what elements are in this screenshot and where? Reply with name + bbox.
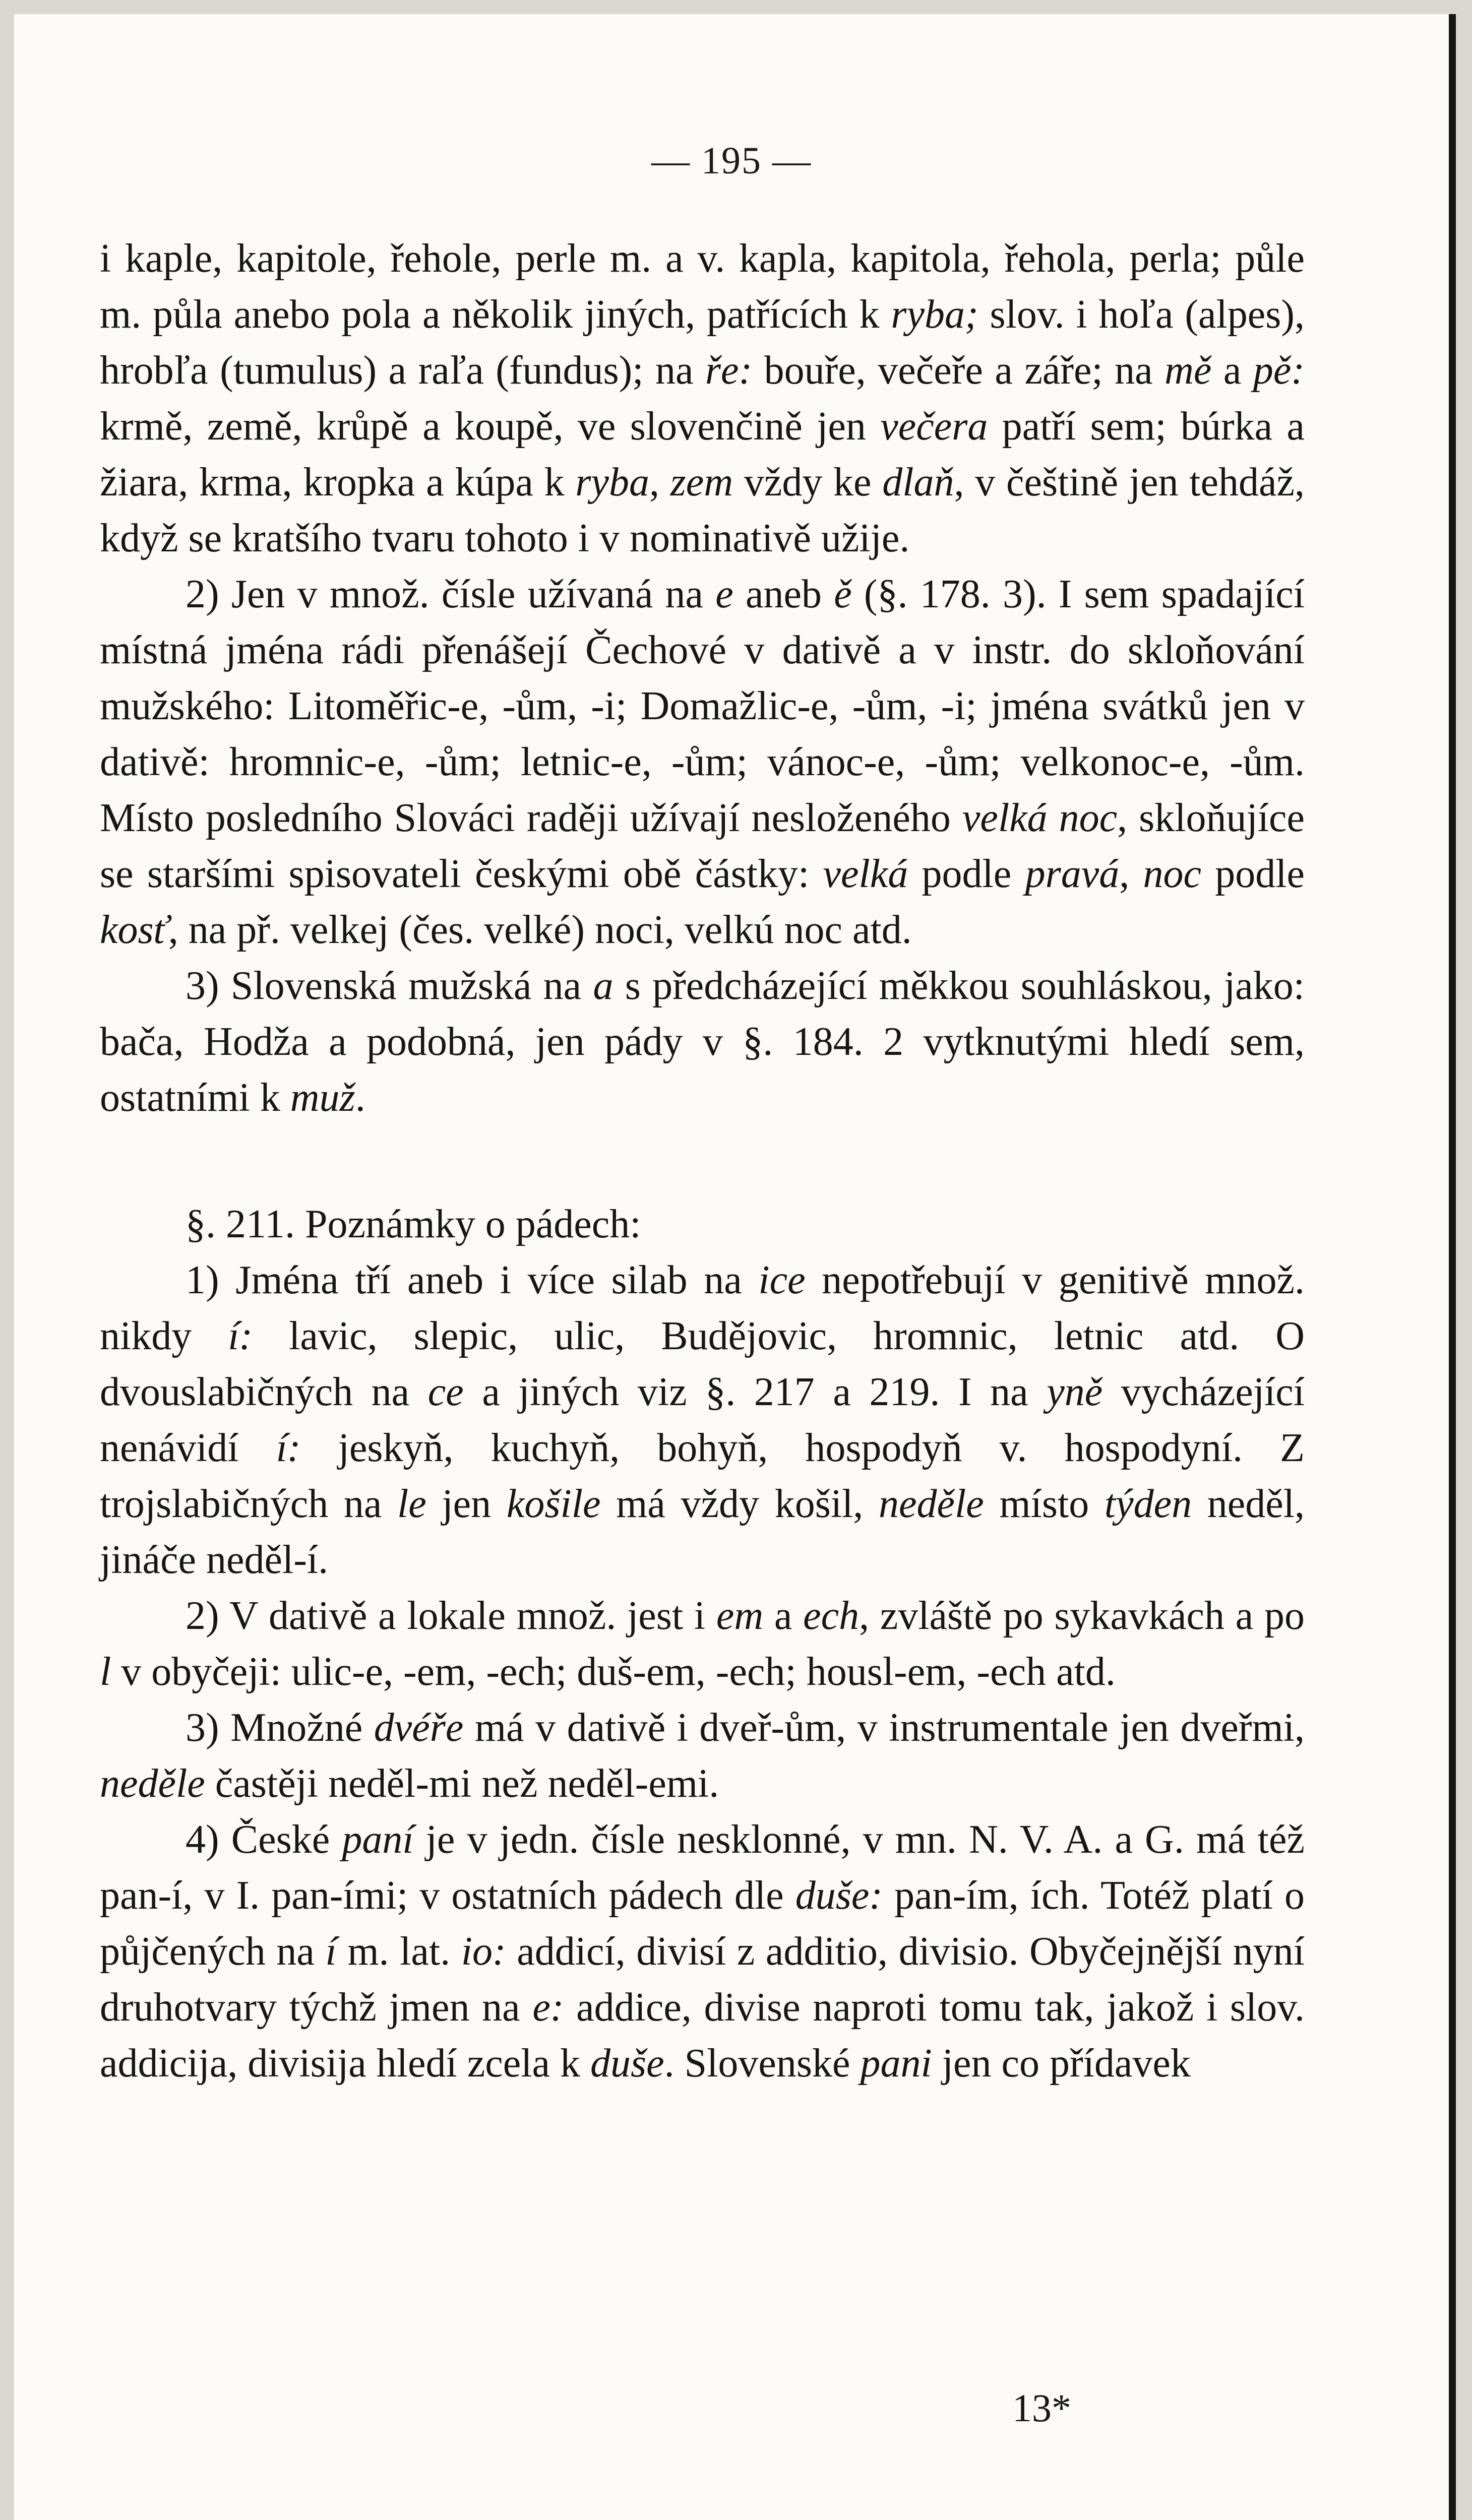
text-run: ,: [649, 460, 670, 505]
text-run: a: [763, 1594, 804, 1638]
italic-text: pě:: [1253, 348, 1305, 393]
text-run: i kaple, kapitole, řehole, perle m. a v. kapla, kapitola, řehola, perla; půle m. půla anebo pola a několik jiných, patřících k: [100, 236, 1305, 337]
text-run: 3) Množné: [186, 1706, 374, 1750]
italic-text: pani: [860, 2041, 932, 2086]
text-run: a: [1211, 348, 1253, 393]
text-run: aneb: [733, 572, 834, 616]
book-page: [14, 14, 1456, 2520]
text-run: 4) České: [186, 1817, 342, 1862]
text-run: jen co přídavek: [932, 2041, 1191, 2086]
italic-text: neděle: [878, 1482, 984, 1526]
text-run: a jiných viz §. 217 a 219. I na: [463, 1370, 1047, 1414]
paragraph: [100, 231, 1305, 566]
italic-text: ře:: [705, 348, 753, 393]
italic-text: dvéře: [374, 1706, 464, 1750]
italic-text: noc: [1143, 852, 1202, 896]
paragraph: [100, 1812, 1305, 2092]
italic-text: kosť: [100, 908, 168, 952]
italic-text: a: [593, 964, 614, 1008]
italic-text: le: [397, 1482, 426, 1526]
page-number: — 195 —: [651, 140, 812, 182]
text-run: 2) V dativě a lokale množ. jest i: [186, 1594, 716, 1638]
paragraph-gap: [100, 1126, 1305, 1196]
paragraph: [100, 1700, 1305, 1812]
text-run: , v češtině jen tehdáž, když se kratšího tvaru tohoto i v nominativě užije.: [100, 460, 1305, 560]
text-run: slov. i hoľa (alpes), hrobľa (tumulus) a raľa (fundus); na: [100, 292, 1305, 393]
text-run: jen: [426, 1482, 507, 1526]
paragraph: [100, 566, 1305, 958]
italic-text: zem: [670, 460, 733, 505]
text-run: s předcházející měkkou souhláskou, jako: bača, Hodža a podobná, jen pády v §. 184. 2 vytknutými hledí sem, ostatními k: [100, 964, 1305, 1120]
italic-text: neděle: [100, 1761, 205, 1806]
italic-text: košile: [506, 1482, 601, 1526]
italic-text: í:: [228, 1314, 253, 1358]
text-run: m. lat.: [336, 1929, 461, 1974]
italic-text: ryba;: [891, 292, 978, 337]
italic-text: l: [100, 1650, 111, 1694]
italic-text: mě: [1164, 348, 1212, 393]
text-run: vždy ke: [733, 460, 883, 505]
text-run: lavic, slepic, ulic, Budějovic, hromnic, letnic atd. O dvouslabičných na: [100, 1314, 1305, 1414]
signature-mark: 13*: [1012, 2386, 1071, 2430]
text-run: má vždy košil,: [600, 1482, 879, 1526]
text-run: .: [355, 1076, 365, 1120]
italic-text: velká: [823, 852, 908, 896]
text-run: , na př. velkej (čes. velké) noci, velkú noc atd.: [168, 908, 912, 952]
italic-text: muž: [290, 1076, 355, 1120]
text-run: krmě, země, krůpě a koupě, ve slovenčině jen: [100, 404, 881, 449]
italic-text: yně: [1047, 1370, 1103, 1414]
text-run: bouře, večeře a záře; na: [752, 348, 1165, 393]
italic-text: velká noc: [962, 796, 1118, 840]
italic-text: ech: [803, 1594, 860, 1638]
text-run: . Slovenské: [664, 2041, 861, 2086]
italic-text: pravá: [1025, 852, 1120, 896]
italic-text: í:: [276, 1426, 301, 1470]
italic-text: e: [715, 572, 733, 616]
italic-text: duše: [590, 2041, 664, 2086]
text-run: ,: [1119, 852, 1143, 896]
paragraph: [100, 1252, 1305, 1588]
text-run: v obyčeji: ulic-e, -em, -ech; duš-em, -ech; housl-em, -ech atd.: [111, 1650, 1116, 1694]
text-run: 2) Jen v množ. čísle užívaná na: [186, 572, 716, 616]
text-run: jeskyň, kuchyň, bohyň, hospodyň v. hospodyní. Z trojslabičných na: [100, 1426, 1305, 1526]
text-run: místo: [984, 1482, 1105, 1526]
italic-text: večera: [880, 404, 988, 449]
italic-text: ryba: [575, 460, 649, 505]
italic-text: ě: [834, 572, 852, 616]
paragraph: [100, 1196, 1305, 1252]
italic-text: dlaň: [882, 460, 954, 505]
italic-text: ce: [427, 1370, 464, 1414]
text-run: 3) Slovenská mužská na: [186, 964, 593, 1008]
body-text: [100, 231, 1305, 2092]
text-run: podle: [1201, 852, 1305, 896]
paragraph: [100, 958, 1305, 1126]
text-run: §. 211. Poznámky o pádech:: [186, 1202, 641, 1246]
text-run: pan-ím, ích. Totéž platí o půjčených na: [100, 1873, 1305, 1974]
italic-text: paní: [342, 1817, 414, 1862]
text-run: , zvláště po sykavkách a po: [859, 1594, 1305, 1638]
text-run: , skloňujíce se staršími spisovateli českými obě částky:: [100, 796, 1305, 896]
italic-text: duše:: [795, 1873, 883, 1918]
paragraph: [100, 1588, 1305, 1700]
italic-text: e:: [532, 1985, 564, 2030]
text-run: patří sem; búrka a žiara, krma, kropka a kúpa k: [100, 404, 1305, 505]
text-run: (§. 178. 3). I sem spadající místná jména rádi přenášejí Čechové v dativě a v instr. do skloňování mužského: Litoměřic-e, -ům, -i; Domažlic-e, -ům, -i; jména svátků jen v dativě: hromnic-e, -ům; letnic-e, -ům; vánoc-e, -ům; velkonoc-e, -ům. Místo posledního Slováci raději užívají nesloženého: [100, 572, 1305, 840]
text-run: neděl, jináče neděl-í.: [100, 1482, 1305, 1582]
text-run: addicí, divisí z additio, divisio. Obyčejnější nyní druhotvary týchž jmen na: [100, 1929, 1305, 2030]
italic-text: týden: [1104, 1482, 1192, 1526]
text-run: vycházející nenávidí: [100, 1370, 1305, 1470]
text-run: podle: [908, 852, 1025, 896]
italic-text: em: [716, 1594, 764, 1638]
text-run: častěji neděl-mi než neděl-emi.: [205, 1761, 719, 1806]
text-run: 1) Jména tří aneb i více silab na: [186, 1258, 759, 1302]
italic-text: ice: [758, 1258, 806, 1302]
text-run: addice, divise naproti tomu tak, jakož i slov. addicija, divisija hledí zcela k: [100, 1985, 1305, 2086]
text-run: je v jedn. čísle nesklonné, v mn. N. V. A. a G. má též pan-í, v I. pan-ími; v ostatních pádech dle: [100, 1817, 1305, 1918]
italic-text: í: [325, 1929, 337, 1974]
text-run: má v dativě i dveř-ům, v instrumentale jen dveřmi,: [463, 1706, 1305, 1750]
text-run: nepotřebují v genitivě množ. nikdy: [100, 1258, 1305, 1358]
italic-text: io:: [461, 1929, 506, 1974]
